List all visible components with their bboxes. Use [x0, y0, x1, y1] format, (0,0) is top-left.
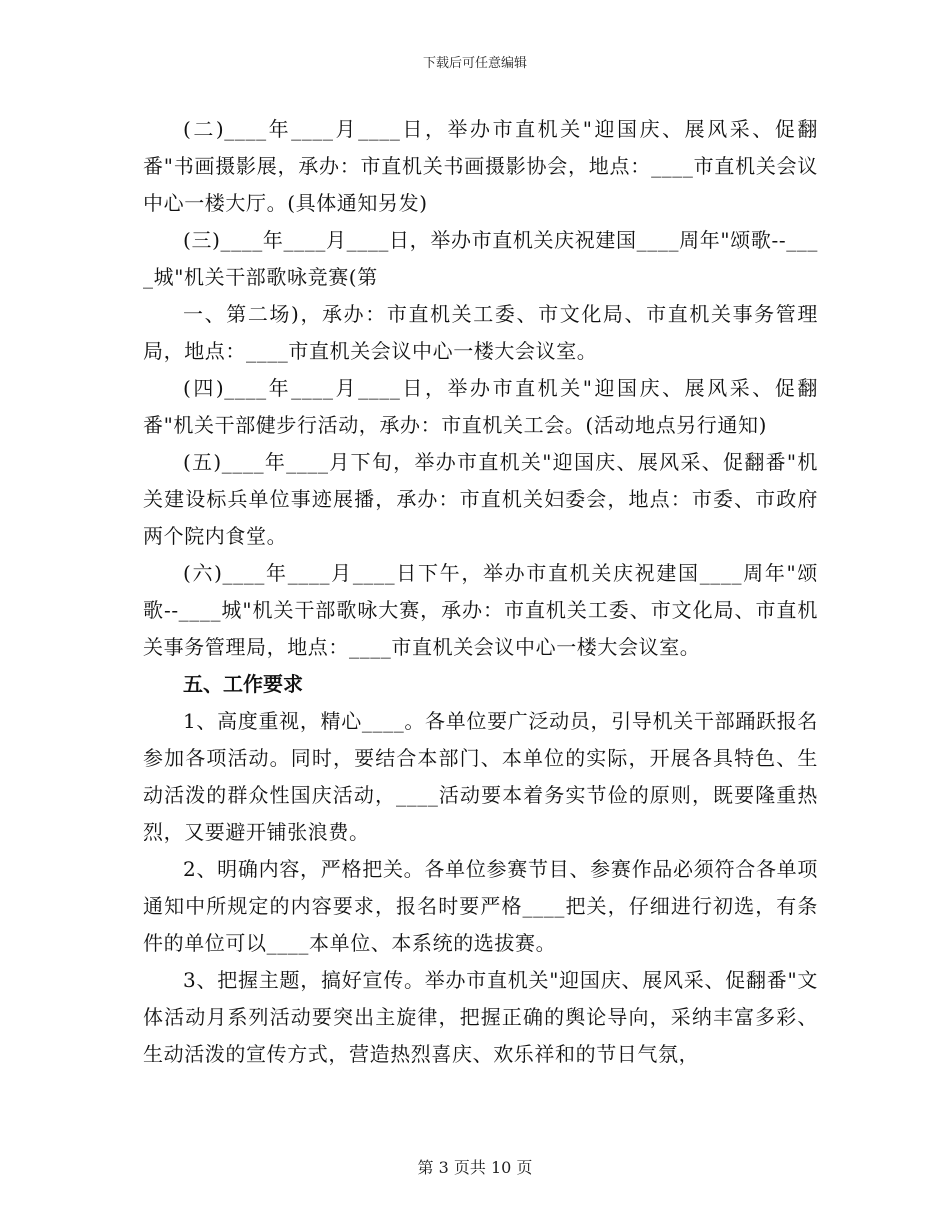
paragraph-item-3: (三)____年____月____日，举办市直机关庆祝建国____周年"颂歌--____城"机关干部歌咏竞赛(第 [143, 228, 818, 289]
paragraph-item-5: (五)____年____月下旬，举办市直机关"迎国庆、展风采、促翻番"机关建设标兵单位事迹展播，承办：市直机关妇委会，地点：市委、市政府两个院内食堂。 [143, 450, 818, 548]
requirement-2: 2、明确内容，严格把关。各单位参赛节目、参赛作品必须符合各单项通知中所规定的内容要求，报名时要严格____把关，仔细进行初选，有条件的单位可以____本单位、本系统的选拔赛。 [143, 857, 818, 955]
page-footer: 第 3 页共 10 页 [417, 1158, 533, 1177]
paragraph-item-2: (二)____年____月____日，举办市直机关"迎国庆、展风采、促翻番"书画摄影展，承办：市直机关书画摄影协会，地点：____市直机关会议中心一楼大厅。(具体通知另发) [143, 117, 818, 215]
paragraph-item-4: (四)____年____月____日，举办市直机关"迎国庆、展风采、促翻番"机关干部健步行活动，承办：市直机关工会。(活动地点另行通知) [143, 376, 818, 437]
paragraph-item-3-continued: 一、第二场)，承办：市直机关工委、市文化局、市直机关事务管理局，地点：____市直机关会议中心一楼大会议室。 [143, 302, 818, 363]
page-header: 下载后可任意编辑 [422, 56, 527, 71]
requirement-3: 3、把握主题，搞好宣传。举办市直机关"迎国庆、展风采、促翻番"文体活动月系列活动要突出主旋律，把握正确的舆论导向，采纳丰富多彩、生动活泼的宣传方式，营造热烈喜庆、欢乐祥和的节日气氛， [143, 968, 818, 1066]
paragraph-item-6: (六)____年____月____日下午，举办市直机关庆祝建国____周年"颂歌--____城"机关干部歌咏大赛，承办：市直机关工委、市文化局、市直机关事务管理局，地点：____市直机关会议中心一楼大会议室。 [143, 561, 818, 659]
requirement-1: 1、高度重视，精心____。各单位要广泛动员，引导机关干部踊跃报名参加各项活动。同时，要结合本部门、本单位的实际，开展各具特色、生动活泼的群众性国庆活动，____活动要本着务实节俭的原则，既要隆重热烈，又要避开铺张浪费。 [143, 709, 818, 844]
document-body [143, 111, 818, 1073]
section-heading: 五、工作要求 [183, 672, 303, 696]
